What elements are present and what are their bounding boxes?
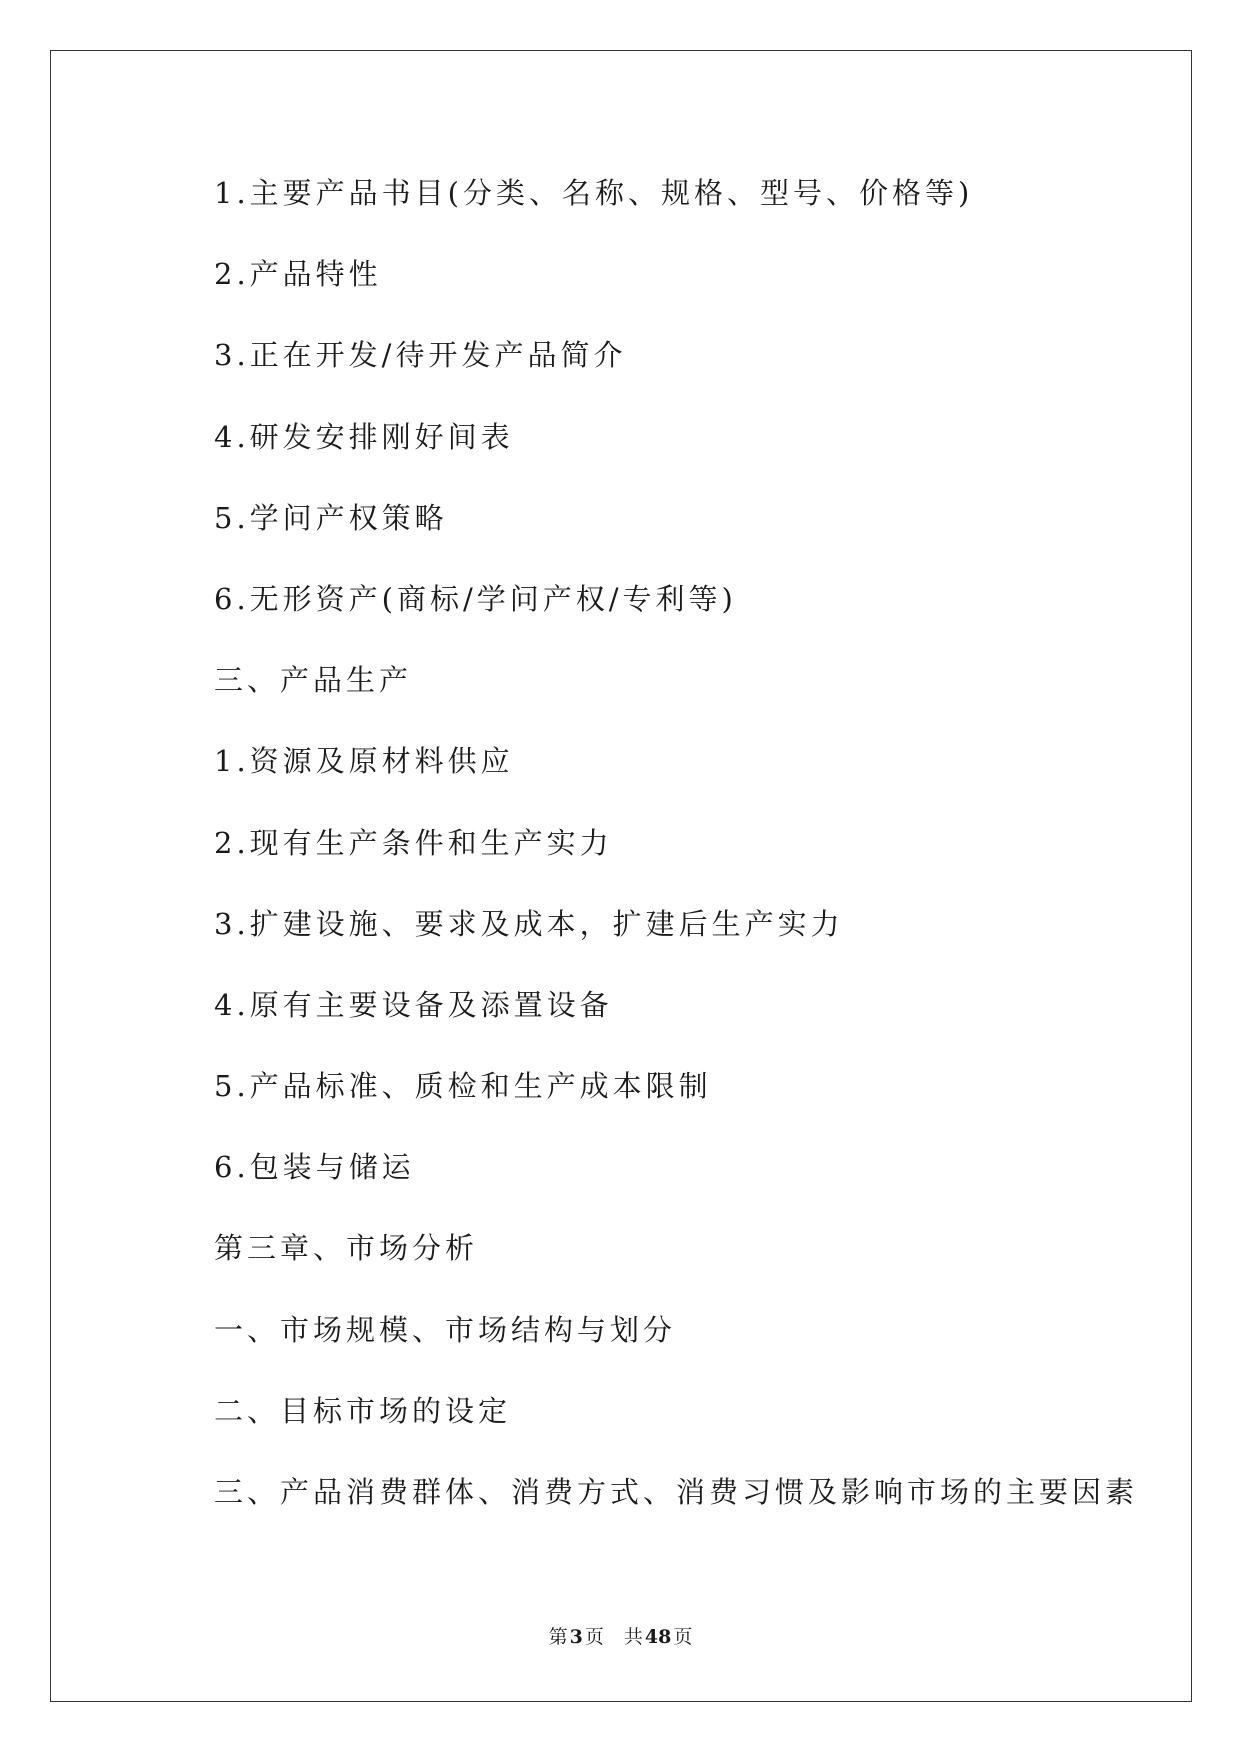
section-heading: 三、产品消费群体、消费方式、消费习惯及影响市场的主要因素 (214, 1475, 1139, 1509)
text-line: 5.产品标准、质检和生产成本限制 (214, 1069, 712, 1104)
text-line: 5.学问产权策略 (214, 500, 448, 535)
text-line: 2.现有生产条件和生产实力 (214, 825, 613, 860)
chapter-heading: 第三章、市场分析 (214, 1231, 479, 1266)
total-prefix: 共 (623, 1626, 643, 1648)
document-body (214, 168, 1154, 1548)
total-pages: 48 (644, 1626, 672, 1648)
text-line: 6.无形资产(商标/学问产权/专利等) (214, 581, 737, 616)
section-heading: 一、市场规模、市场结构与划分 (214, 1312, 677, 1347)
text-line: 6.包装与储运 (214, 1150, 415, 1185)
text-line: 4.研发安排刚好间表 (214, 419, 514, 454)
page-suffix: 页 (584, 1626, 604, 1648)
text-line: 3.扩建设施、要求及成本，扩建后生产实力 (214, 906, 844, 941)
page-number: 3 (569, 1626, 583, 1648)
text-line: 2.产品特性 (214, 257, 382, 292)
page-footer (0, 1622, 1241, 1649)
text-line: 1.资源及原材料供应 (214, 744, 514, 779)
text-line: 4.原有主要设备及添置设备 (214, 987, 613, 1022)
total-suffix: 页 (673, 1626, 693, 1648)
text-line: 1.主要产品书目(分类、名称、规格、型号、价格等) (214, 176, 974, 210)
page-prefix: 第 (548, 1626, 568, 1648)
section-heading: 二、目标市场的设定 (214, 1393, 512, 1428)
section-heading: 三、产品生产 (214, 663, 413, 698)
text-line: 3.正在开发/待开发产品简介 (214, 338, 627, 373)
